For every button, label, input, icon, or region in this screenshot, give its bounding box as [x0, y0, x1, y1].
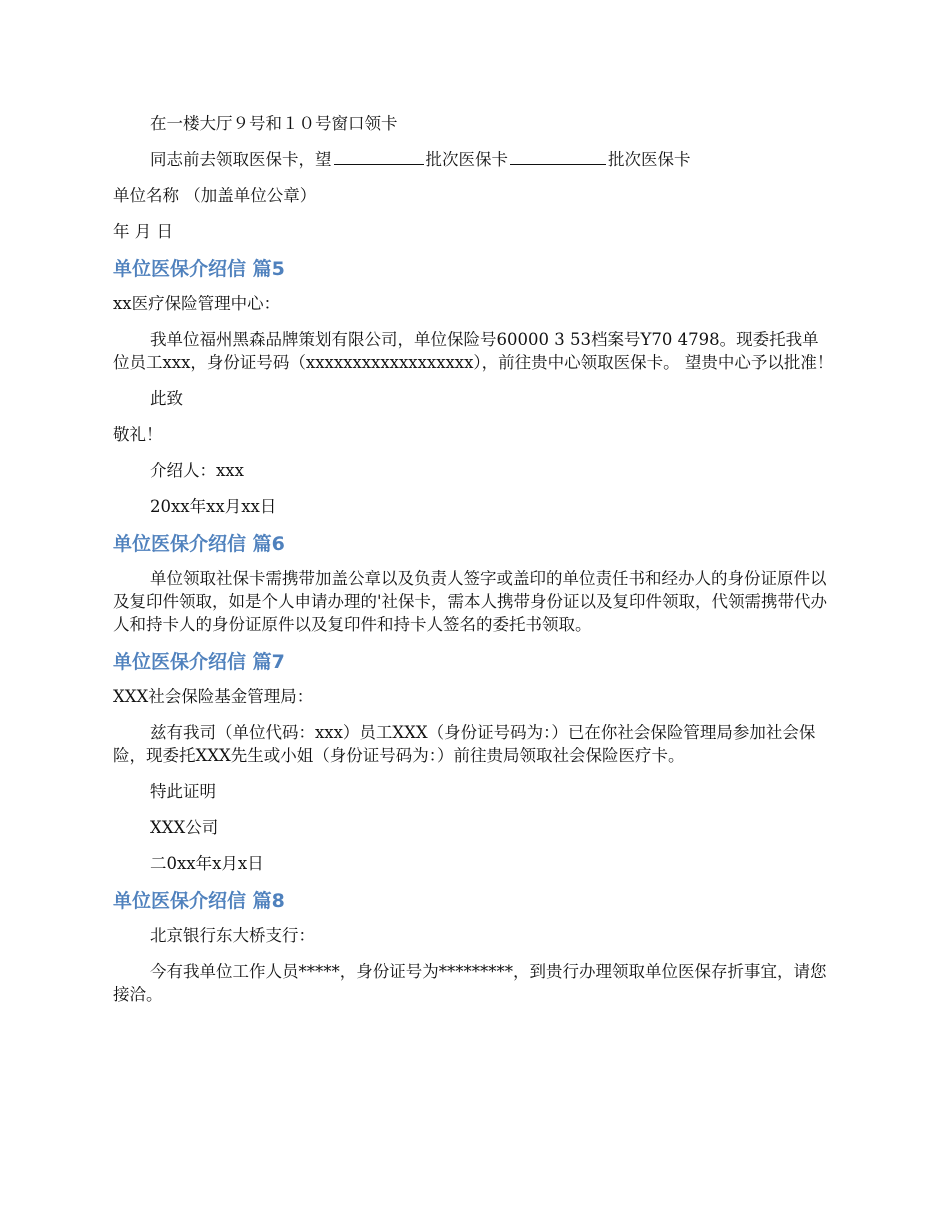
fill-in-text-b: 批次医保卡 [425, 150, 508, 169]
heading-section-6: 单位医保介绍信 篇6 [113, 533, 285, 555]
heading-section-8: 单位医保介绍信 篇8 [113, 890, 285, 912]
paragraph-unit-name: 单位名称 （加盖单位公章） [113, 186, 317, 205]
blank-line-1 [334, 150, 424, 165]
s7-certification: 特此证明 [150, 782, 216, 801]
fill-in-text-c: 批次医保卡 [608, 150, 691, 169]
s7-body: 兹有我司（单位代码：xxx）员工XXX（身份证号码为：）已在你社会保险管理局参加社会保险，现委托XXX先生或小姐（身份证号码为：）前往贵局领取社会保险医疗卡。 [113, 723, 816, 765]
fill-in-text-a: 同志前去领取医保卡，望 [150, 150, 332, 169]
s5-body: 我单位福州黑森品牌策划有限公司，单位保险号60000 3 53档案号Y70 4798。现委托我单位员工xxx，身份证号码（xxxxxxxxxxxxxxxxxx），前往贵中心领取医保卡。 望贵中心予以批准！ [113, 330, 834, 372]
document-page [113, 112, 835, 1019]
s5-introducer: 介绍人：xxx [150, 461, 244, 480]
paragraph-window: 在一楼大厅９号和１０号窗口领卡 [150, 114, 398, 133]
blank-line-2 [510, 150, 606, 165]
s7-addressee: XXX社会保险基金管理局： [113, 687, 314, 706]
s7-company: XXX公司 [150, 818, 219, 837]
s7-date: 二0xx年x月x日 [150, 854, 264, 873]
s5-closing-2: 敬礼！ [113, 425, 163, 444]
s5-addressee: xx医疗保险管理中心： [113, 294, 281, 313]
s6-body: 单位领取社保卡需携带加盖公章以及负责人签字或盖印的单位责任书和经办人的身份证原件以及复印件领取，如是个人申请办理的'社保卡，需本人携带身份证以及复印件领取，代领需携带代办人和持卡人的身份证原件以及复印件和持卡人签名的委托书领取。 [113, 569, 828, 634]
paragraph-fill-in [113, 148, 835, 171]
heading-section-7: 单位医保介绍信 篇7 [113, 651, 285, 673]
s5-closing-1: 此致 [150, 389, 183, 408]
heading-section-5: 单位医保介绍信 篇5 [113, 258, 285, 280]
paragraph-date-blank: 年 月 日 [113, 222, 173, 241]
s8-addressee: 北京银行东大桥支行： [150, 926, 315, 945]
s8-body: 今有我单位工作人员*****，身份证号为*********，到贵行办理领取单位医保存折事宜，请您接洽。 [113, 962, 827, 1004]
s5-date: 20xx年xx月xx日 [150, 497, 277, 516]
